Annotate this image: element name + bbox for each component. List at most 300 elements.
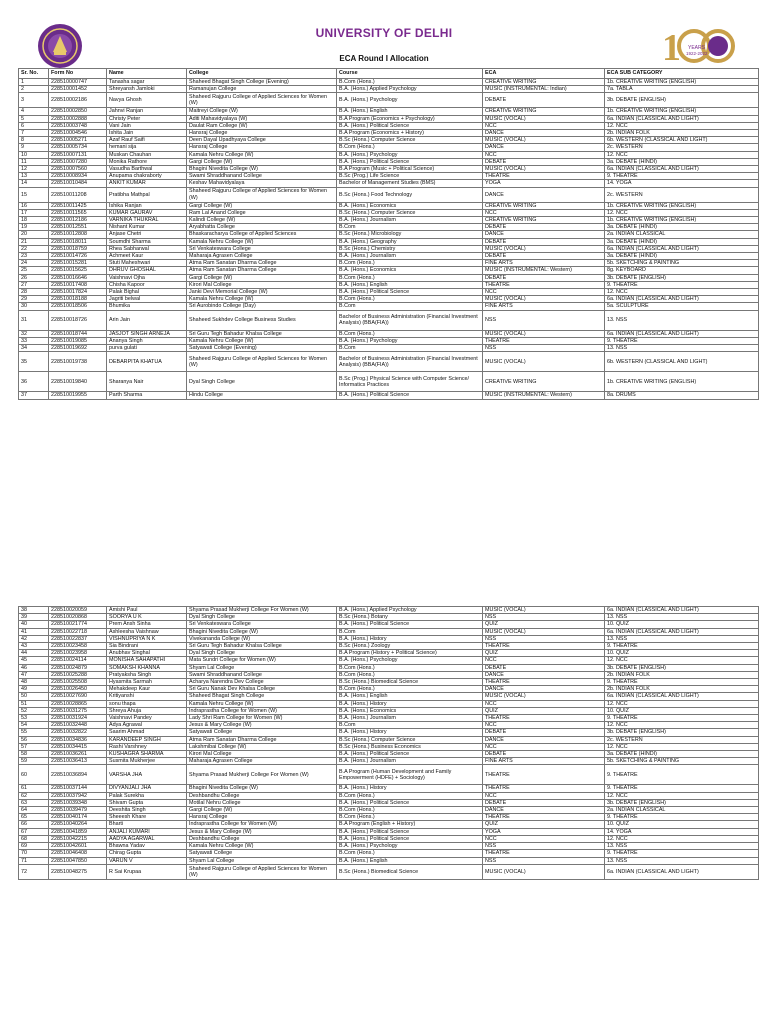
table-row bbox=[19, 693, 759, 700]
table-header-row bbox=[19, 69, 759, 79]
table-row bbox=[19, 758, 759, 765]
cell-name: Vani Jain bbox=[107, 122, 187, 129]
cell-form-no: 228510018726 bbox=[49, 310, 107, 330]
cell-name: ANKIT KUMAR bbox=[107, 180, 187, 187]
cell-sr-no: 3 bbox=[19, 93, 49, 108]
cell-college: Satyawati College bbox=[187, 729, 337, 736]
cell-sr-no: 32 bbox=[19, 330, 49, 337]
table-row bbox=[19, 352, 759, 372]
table-row bbox=[19, 310, 759, 330]
cell-eca-sub-category: 10. QUIZ bbox=[605, 707, 759, 714]
cell-college: Maitreyi College (W) bbox=[187, 108, 337, 115]
cell-course: B.Sc (Hons.) Biomedical Science bbox=[337, 864, 483, 879]
cell-course: B.Com bbox=[337, 345, 483, 352]
cell-sr-no: 29 bbox=[19, 296, 49, 303]
cell-sr-no: 23 bbox=[19, 253, 49, 260]
cell-form-no: 228510005734 bbox=[49, 144, 107, 151]
cell-form-no: 228510002888 bbox=[49, 115, 107, 122]
table-row bbox=[19, 137, 759, 144]
cell-college: Shyama Prasad Mukherji College For Women (W) bbox=[187, 607, 337, 614]
cell-course: B.Com (Hons.) bbox=[337, 792, 483, 799]
table-row bbox=[19, 686, 759, 693]
table-row bbox=[19, 209, 759, 216]
cell-course: B.A. (Hons.) Political Science bbox=[337, 799, 483, 806]
cell-sr-no: 24 bbox=[19, 260, 49, 267]
cell-sr-no: 2 bbox=[19, 86, 49, 93]
cell-course: B.Sc (Hons.) Computer Science bbox=[337, 209, 483, 216]
cell-eca: DANCE bbox=[483, 231, 605, 238]
table-row bbox=[19, 843, 759, 850]
cell-course: B.Sc (Prog.) Physical Science with Computer Science/ Informatics Practices bbox=[337, 372, 483, 392]
cell-eca-sub-category: 5a. SCULPTURE bbox=[605, 303, 759, 310]
cell-form-no: 228510018188 bbox=[49, 296, 107, 303]
cell-eca: NCC bbox=[483, 151, 605, 158]
cell-eca-sub-category: 9. THEATRE bbox=[605, 715, 759, 722]
cell-eca: THEATRE bbox=[483, 850, 605, 857]
table-row bbox=[19, 274, 759, 281]
cell-sr-no: 8 bbox=[19, 137, 49, 144]
cell-college: Shaheed Bhagat Singh College bbox=[187, 693, 337, 700]
cell-eca-sub-category: 9. THEATRE bbox=[605, 281, 759, 288]
cell-course: B.A. (Hons.) Psychology bbox=[337, 93, 483, 108]
cell-eca-sub-category: 6a. INDIAN (CLASSICAL AND LIGHT) bbox=[605, 330, 759, 337]
cell-college: Hansraj College bbox=[187, 130, 337, 137]
cell-sr-no: 37 bbox=[19, 392, 49, 399]
cell-college: Kamala Nehru College (W) bbox=[187, 700, 337, 707]
cell-college: Ramanujan College bbox=[187, 86, 337, 93]
cell-eca: MUSIC (VOCAL) bbox=[483, 352, 605, 372]
cell-eca-sub-category: 2b. INDIAN FOLK bbox=[605, 686, 759, 693]
cell-course: B.Sc (Hons.) Business Economics bbox=[337, 743, 483, 750]
cell-course: B.A. (Hons.) English bbox=[337, 693, 483, 700]
cell-sr-no: 60 bbox=[19, 765, 49, 785]
cell-name: Shivam Gupta bbox=[107, 799, 187, 806]
cell-college: Deshbandhu College bbox=[187, 835, 337, 842]
table-row bbox=[19, 130, 759, 137]
cell-sr-no: 41 bbox=[19, 628, 49, 635]
cell-name: Hyasmita Sarmah bbox=[107, 679, 187, 686]
cell-form-no: 228510012186 bbox=[49, 217, 107, 224]
cell-eca: YOGA bbox=[483, 180, 605, 187]
cell-sr-no: 22 bbox=[19, 245, 49, 252]
cell-eca: DEBATE bbox=[483, 158, 605, 165]
cell-college: Shaheed Rajguru College of Applied Sciences for Women (W) bbox=[187, 93, 337, 108]
cell-college: Shaheed Rajguru College of Applied Sciences for Women (W) bbox=[187, 864, 337, 879]
cell-form-no: 228510041859 bbox=[49, 828, 107, 835]
cell-sr-no: 72 bbox=[19, 864, 49, 879]
column-header-college: College bbox=[187, 69, 337, 79]
cell-eca-sub-category: 1b. CREATIVE WRITING (ENGLISH) bbox=[605, 217, 759, 224]
cell-name: SOORYA U K bbox=[107, 614, 187, 621]
cell-name: sonu thapa bbox=[107, 700, 187, 707]
cell-form-no: 228510018506 bbox=[49, 303, 107, 310]
cell-sr-no: 61 bbox=[19, 785, 49, 792]
cell-course: B.A. (Hons.) English bbox=[337, 281, 483, 288]
cell-form-no: 228510004546 bbox=[49, 130, 107, 137]
cell-name: DEBARPITA KHATUA bbox=[107, 352, 187, 372]
cell-college: Bhagini Nivedita College (W) bbox=[187, 628, 337, 635]
cell-form-no: 228510027690 bbox=[49, 693, 107, 700]
cell-eca: THEATRE bbox=[483, 173, 605, 180]
cell-form-no: 228510000747 bbox=[49, 79, 107, 86]
cell-eca: THEATRE bbox=[483, 337, 605, 344]
cell-course: B.Com (Hons.) bbox=[337, 814, 483, 821]
cell-name: Muskan Chauhan bbox=[107, 151, 187, 158]
cell-form-no: 228510002850 bbox=[49, 108, 107, 115]
cell-course: B.A. (Hons.) Applied Psychology bbox=[337, 607, 483, 614]
table-row bbox=[19, 821, 759, 828]
cell-eca: MUSIC (VOCAL) bbox=[483, 296, 605, 303]
cell-form-no: 228510018759 bbox=[49, 245, 107, 252]
column-header-name: Name bbox=[107, 69, 187, 79]
cell-form-no: 228510023958 bbox=[49, 650, 107, 657]
cell-college: Hindu College bbox=[187, 392, 337, 399]
cell-name: Chisha Kapoor bbox=[107, 281, 187, 288]
cell-eca-sub-category: 12. NCC bbox=[605, 743, 759, 750]
cell-name: VARNIKA THUKRAL bbox=[107, 217, 187, 224]
cell-course: B.A. (Hons.) History bbox=[337, 785, 483, 792]
cell-college: Satyawati College bbox=[187, 850, 337, 857]
cell-course: B.Com (Hons.) bbox=[337, 664, 483, 671]
cell-sr-no: 43 bbox=[19, 643, 49, 650]
table-row bbox=[19, 807, 759, 814]
cell-eca: NCC bbox=[483, 122, 605, 129]
table-row bbox=[19, 253, 759, 260]
cell-name: Vaishnavi Ojha bbox=[107, 274, 187, 281]
cell-sr-no: 17 bbox=[19, 209, 49, 216]
cell-course: B.A Program (English + History) bbox=[337, 821, 483, 828]
cell-name: KARANDEEP SINGH bbox=[107, 736, 187, 743]
cell-name: Ishita Jain bbox=[107, 130, 187, 137]
cell-sr-no: 68 bbox=[19, 835, 49, 842]
cell-eca: FINE ARTS bbox=[483, 303, 605, 310]
table-row bbox=[19, 267, 759, 274]
cell-name: Anupama chakraborty bbox=[107, 173, 187, 180]
cell-form-no: 228510032448 bbox=[49, 722, 107, 729]
cell-sr-no: 14 bbox=[19, 180, 49, 187]
cell-eca: CREATIVE WRITING bbox=[483, 372, 605, 392]
table-row bbox=[19, 621, 759, 628]
cell-eca-sub-category: 8a. DRUMS bbox=[605, 392, 759, 399]
cell-eca: CREATIVE WRITING bbox=[483, 202, 605, 209]
cell-eca: DEBATE bbox=[483, 729, 605, 736]
cell-college: Kamala Nehru College (W) bbox=[187, 843, 337, 850]
cell-name: Shreya Ahuja bbox=[107, 707, 187, 714]
cell-form-no: 228510046408 bbox=[49, 850, 107, 857]
cell-eca: FINE ARTS bbox=[483, 260, 605, 267]
table-row bbox=[19, 743, 759, 750]
cell-eca: THEATRE bbox=[483, 814, 605, 821]
cell-college: Kamala Nehru College (W) bbox=[187, 151, 337, 158]
cell-course: B.A. (Hons.) History bbox=[337, 700, 483, 707]
cell-name: Parth Sharma bbox=[107, 392, 187, 399]
cell-course: B.Sc (Hons.) Food Technology bbox=[337, 187, 483, 202]
cell-course: B.A. (Hons.) Journalism bbox=[337, 217, 483, 224]
cell-eca-sub-category: 13. NSS bbox=[605, 310, 759, 330]
table-row bbox=[19, 108, 759, 115]
cell-course: B.A. (Hons.) Journalism bbox=[337, 758, 483, 765]
cell-form-no: 228510015625 bbox=[49, 267, 107, 274]
cell-college: Motilal Nehru College bbox=[187, 799, 337, 806]
cell-sr-no: 69 bbox=[19, 843, 49, 850]
cell-form-no: 228510025508 bbox=[49, 679, 107, 686]
cell-sr-no: 52 bbox=[19, 707, 49, 714]
cell-eca-sub-category: 9. THEATRE bbox=[605, 765, 759, 785]
table-row bbox=[19, 751, 759, 758]
svg-text:1922-2022: 1922-2022 bbox=[686, 51, 708, 56]
cell-eca-sub-category: 6a. INDIAN (CLASSICAL AND LIGHT) bbox=[605, 115, 759, 122]
cell-college: Sri Guru Nanak Dev Khalsa College bbox=[187, 686, 337, 693]
cell-form-no: 228510003748 bbox=[49, 122, 107, 129]
table-row bbox=[19, 864, 759, 879]
cell-eca-sub-category: 1b. CREATIVE WRITING (ENGLISH) bbox=[605, 372, 759, 392]
cell-name: Anjase Chetri bbox=[107, 231, 187, 238]
cell-sr-no: 26 bbox=[19, 274, 49, 281]
cell-course: B.Sc (Hons.) Computer Science bbox=[337, 736, 483, 743]
cell-college: Satyawati College (Evening) bbox=[187, 345, 337, 352]
table-row bbox=[19, 187, 759, 202]
cell-form-no: 228510039348 bbox=[49, 799, 107, 806]
column-header-form-no: Form No bbox=[49, 69, 107, 79]
table-row bbox=[19, 372, 759, 392]
cell-eca-sub-category: 8g. KEYBOARD bbox=[605, 267, 759, 274]
cell-course: B.Com bbox=[337, 722, 483, 729]
cell-form-no: 228510001452 bbox=[49, 86, 107, 93]
cell-form-no: 228510028865 bbox=[49, 700, 107, 707]
cell-college: Shyam Lal College bbox=[187, 857, 337, 864]
table-row bbox=[19, 86, 759, 93]
cell-eca-sub-category: 3a. DEBATE (HINDI) bbox=[605, 158, 759, 165]
cell-name: Bhawna Yadav bbox=[107, 843, 187, 850]
cell-course: B.Sc (Hons.) Botany bbox=[337, 614, 483, 621]
cell-course: B.A. (Hons.) Economics bbox=[337, 267, 483, 274]
cell-eca: NCC bbox=[483, 209, 605, 216]
cell-eca: MUSIC (VOCAL) bbox=[483, 330, 605, 337]
cell-form-no: 228510022718 bbox=[49, 628, 107, 635]
cell-sr-no: 39 bbox=[19, 614, 49, 621]
cell-form-no: 228510014726 bbox=[49, 253, 107, 260]
cell-college: Swami Shraddhanand College bbox=[187, 173, 337, 180]
cell-name: Anubhav Singhal bbox=[107, 650, 187, 657]
cell-course: B.Com (Hons.) bbox=[337, 260, 483, 267]
cell-sr-no: 5 bbox=[19, 115, 49, 122]
cell-college: Kirori Mal College bbox=[187, 751, 337, 758]
cell-name: Amishi Paul bbox=[107, 607, 187, 614]
cell-sr-no: 38 bbox=[19, 607, 49, 614]
table-row bbox=[19, 785, 759, 792]
cell-form-no: 228510007131 bbox=[49, 151, 107, 158]
cell-college: Deshbandhu College bbox=[187, 792, 337, 799]
table-row bbox=[19, 765, 759, 785]
table-row bbox=[19, 122, 759, 129]
cell-eca-sub-category: 10. QUIZ bbox=[605, 650, 759, 657]
cell-eca-sub-category: 6a. INDIAN (CLASSICAL AND LIGHT) bbox=[605, 296, 759, 303]
cell-form-no: 228510031924 bbox=[49, 715, 107, 722]
cell-sr-no: 13 bbox=[19, 173, 49, 180]
column-header-eca: ECA bbox=[483, 69, 605, 79]
cell-sr-no: 33 bbox=[19, 337, 49, 344]
cell-eca: MUSIC (VOCAL) bbox=[483, 245, 605, 252]
cell-name: Sheeesh Khare bbox=[107, 814, 187, 821]
cell-college: Gargi College (W) bbox=[187, 807, 337, 814]
cell-course: B.A. (Hons.) English bbox=[337, 108, 483, 115]
cell-name: Christy Peter bbox=[107, 115, 187, 122]
cell-course: B.Com (Hons.) bbox=[337, 296, 483, 303]
cell-college: Indraprastha College for Women (W) bbox=[187, 821, 337, 828]
cell-course: B.A. (Hons.) Political Science bbox=[337, 392, 483, 399]
cell-course: B.A Program (Music + Political Science) bbox=[337, 166, 483, 173]
cell-sr-no: 18 bbox=[19, 217, 49, 224]
table-row bbox=[19, 144, 759, 151]
cell-sr-no: 35 bbox=[19, 352, 49, 372]
cell-course: Bachelor of Business Administration (Financial Investment Analysis) (BBA(FIA)) bbox=[337, 352, 483, 372]
cell-course: B.Com (Hons.) bbox=[337, 330, 483, 337]
cell-college: Gargi College (W) bbox=[187, 274, 337, 281]
cell-college: Bhagini Nivedita College (W) bbox=[187, 166, 337, 173]
cell-eca: MUSIC (VOCAL) bbox=[483, 166, 605, 173]
cell-name: Azaf Rauf Saifi bbox=[107, 137, 187, 144]
cell-course: B.A. (Hons.) Political Science bbox=[337, 828, 483, 835]
table-row bbox=[19, 231, 759, 238]
cell-sr-no: 47 bbox=[19, 671, 49, 678]
cell-name: KUMAR GAURAV bbox=[107, 209, 187, 216]
cell-course: B.A. (Hons.) Political Science bbox=[337, 289, 483, 296]
cell-eca-sub-category: 7a. TABLA bbox=[605, 86, 759, 93]
cell-course: B.Sc (Hons.) Zoology bbox=[337, 643, 483, 650]
cell-name: VARUN V bbox=[107, 857, 187, 864]
cell-sr-no: 67 bbox=[19, 828, 49, 835]
table-row bbox=[19, 835, 759, 842]
cell-form-no: 228510031275 bbox=[49, 707, 107, 714]
cell-eca: DANCE bbox=[483, 736, 605, 743]
table-row bbox=[19, 224, 759, 231]
cell-name: Rhea Sabharwal bbox=[107, 245, 187, 252]
cell-name: Ananya Singh bbox=[107, 337, 187, 344]
cell-eca-sub-category: 6a. INDIAN (CLASSICAL AND LIGHT) bbox=[605, 166, 759, 173]
cell-eca: NCC bbox=[483, 792, 605, 799]
cell-eca-sub-category: 10. QUIZ bbox=[605, 821, 759, 828]
cell-eca: DEBATE bbox=[483, 274, 605, 281]
cell-eca-sub-category: 12. NCC bbox=[605, 151, 759, 158]
table-row bbox=[19, 635, 759, 642]
table-row bbox=[19, 166, 759, 173]
cell-name: Rashi Varshney bbox=[107, 743, 187, 750]
cell-name: Soumdhi Sharma bbox=[107, 238, 187, 245]
cell-course: B.A. (Hons.) Economics bbox=[337, 202, 483, 209]
cell-sr-no: 9 bbox=[19, 144, 49, 151]
cell-sr-no: 49 bbox=[19, 686, 49, 693]
table-row bbox=[19, 700, 759, 707]
cell-sr-no: 25 bbox=[19, 267, 49, 274]
cell-eca-sub-category: 6b. WESTERN (CLASSICAL AND LIGHT) bbox=[605, 352, 759, 372]
cell-name: Vasudha Barthwal bbox=[107, 166, 187, 173]
table-row bbox=[19, 679, 759, 686]
column-header-course: Course bbox=[337, 69, 483, 79]
cell-course: B.A Program (Economics + History) bbox=[337, 130, 483, 137]
cell-course: B.A. (Hons.) History bbox=[337, 635, 483, 642]
cell-name: Palak Surekha bbox=[107, 792, 187, 799]
table-row bbox=[19, 281, 759, 288]
cell-college: Kamala Nehru College (W) bbox=[187, 337, 337, 344]
cell-eca: NSS bbox=[483, 843, 605, 850]
cell-college: Indraprastha College for Women (W) bbox=[187, 707, 337, 714]
cell-sr-no: 7 bbox=[19, 130, 49, 137]
cell-college: Shaheed Bhagat Singh College (Evening) bbox=[187, 79, 337, 86]
cell-eca: THEATRE bbox=[483, 643, 605, 650]
cell-college: Lakshmibai College (W) bbox=[187, 743, 337, 750]
cell-sr-no: 59 bbox=[19, 758, 49, 765]
cell-eca-sub-category: 9. THEATRE bbox=[605, 643, 759, 650]
cell-name: Jagriti belwal bbox=[107, 296, 187, 303]
table-row bbox=[19, 158, 759, 165]
cell-name: hemani sija bbox=[107, 144, 187, 151]
cell-course: B.A. (Hons.) Political Science bbox=[337, 122, 483, 129]
cell-form-no: 228510021774 bbox=[49, 621, 107, 628]
cell-form-no: 228510036413 bbox=[49, 758, 107, 765]
cell-eca-sub-category: 9. THEATRE bbox=[605, 814, 759, 821]
cell-eca-sub-category: 6a. INDIAN (CLASSICAL AND LIGHT) bbox=[605, 245, 759, 252]
cell-form-no: 228510034836 bbox=[49, 736, 107, 743]
cell-eca: MUSIC (INSTRUMENTAL: Western) bbox=[483, 267, 605, 274]
cell-eca: FINE ARTS bbox=[483, 758, 605, 765]
cell-college: Shaheed Sukhdev College Business Studies bbox=[187, 310, 337, 330]
table-row bbox=[19, 628, 759, 635]
table-row bbox=[19, 828, 759, 835]
cell-college: Aditi Mahavidyalaya (W) bbox=[187, 115, 337, 122]
cell-college: Dyal Singh College bbox=[187, 372, 337, 392]
cell-college: Vivekananda College (W) bbox=[187, 635, 337, 642]
cell-course: Bachelor of Business Administration (Financial Investment Analysis) (BBA(FIA)) bbox=[337, 310, 483, 330]
cell-college: Sri Venkateswara College bbox=[187, 245, 337, 252]
cell-eca: NSS bbox=[483, 635, 605, 642]
cell-eca: DANCE bbox=[483, 187, 605, 202]
cell-sr-no: 51 bbox=[19, 700, 49, 707]
svg-text:YEARS: YEARS bbox=[688, 45, 705, 51]
table-row bbox=[19, 289, 759, 296]
cell-sr-no: 6 bbox=[19, 122, 49, 129]
cell-sr-no: 31 bbox=[19, 310, 49, 330]
cell-eca-sub-category: 9. THEATRE bbox=[605, 173, 759, 180]
cell-eca: MUSIC (VOCAL) bbox=[483, 628, 605, 635]
cell-course: B.A. (Hons.) Psychology bbox=[337, 337, 483, 344]
cell-college: Kalindi College (W) bbox=[187, 217, 337, 224]
cell-name: SOMAKSH KHANNA bbox=[107, 664, 187, 671]
cell-name: Saarim Ahmad bbox=[107, 729, 187, 736]
table-row bbox=[19, 814, 759, 821]
cell-sr-no: 50 bbox=[19, 693, 49, 700]
cell-eca: NCC bbox=[483, 743, 605, 750]
cell-course: B.A. (Hons.) Applied Psychology bbox=[337, 86, 483, 93]
cell-eca: MUSIC (VOCAL) bbox=[483, 115, 605, 122]
cell-eca-sub-category: 10. QUIZ bbox=[605, 621, 759, 628]
cell-name: ANJALI KUMARI bbox=[107, 828, 187, 835]
cell-eca-sub-category: 12. NCC bbox=[605, 122, 759, 129]
cell-course: B.Com (Hons.) bbox=[337, 807, 483, 814]
cell-form-no: 228510036261 bbox=[49, 751, 107, 758]
cell-eca-sub-category: 2b. INDIAN FOLK bbox=[605, 671, 759, 678]
cell-course: B.A. (Hons.) Psychology bbox=[337, 657, 483, 664]
cell-sr-no: 16 bbox=[19, 202, 49, 209]
cell-name: VISHNUPRIYA N K bbox=[107, 635, 187, 642]
cell-eca-sub-category: 2c. WESTERN bbox=[605, 736, 759, 743]
cell-eca-sub-category: 14. YOGA bbox=[605, 180, 759, 187]
cell-form-no: 228510034415 bbox=[49, 743, 107, 750]
cell-eca-sub-category: 6a. INDIAN (CLASSICAL AND LIGHT) bbox=[605, 628, 759, 635]
table-row bbox=[19, 238, 759, 245]
cell-name: DIVYANJALI JHA bbox=[107, 785, 187, 792]
cell-name: Jahnvi Ranjan bbox=[107, 108, 187, 115]
cell-form-no: 228510007560 bbox=[49, 166, 107, 173]
